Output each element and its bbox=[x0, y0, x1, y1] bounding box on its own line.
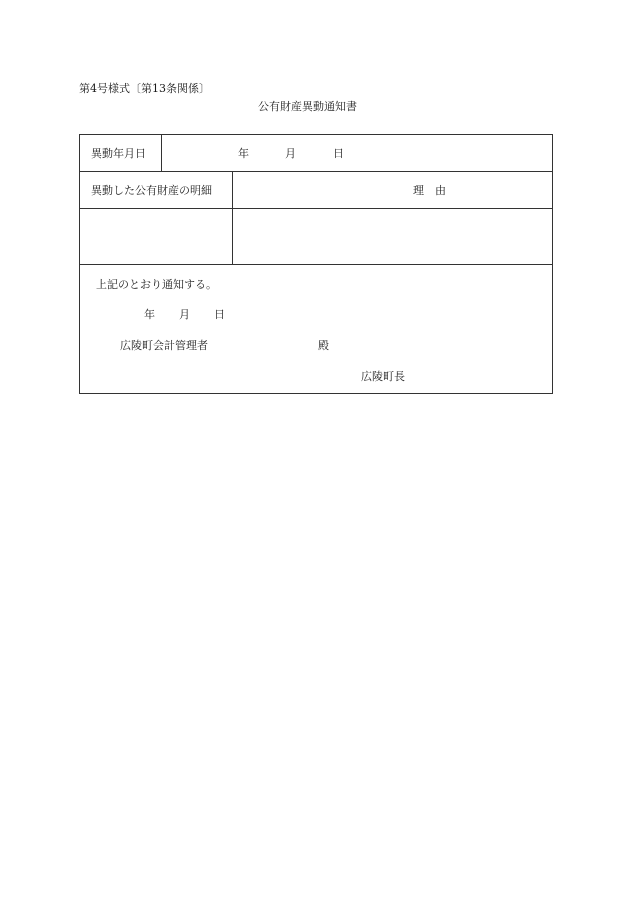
date-day-marker: 日 bbox=[333, 147, 344, 160]
notice-month-marker: 月 bbox=[179, 308, 190, 321]
notice-text: 上記のとおり通知する。 bbox=[96, 278, 217, 291]
property-details-header: 異動した公有財産の明細 bbox=[91, 184, 212, 197]
notice-year-marker: 年 bbox=[144, 308, 155, 321]
property-details-cell[interactable] bbox=[80, 209, 232, 264]
transfer-date-label: 異動年月日 bbox=[91, 147, 146, 160]
sender-name: 広陵町長 bbox=[361, 370, 405, 383]
honorific: 殿 bbox=[318, 339, 329, 352]
date-month-marker: 月 bbox=[285, 147, 296, 160]
date-year-marker: 年 bbox=[238, 147, 249, 160]
reason-header: 理 由 bbox=[413, 184, 446, 197]
document-title: 公有財産異動通知書 bbox=[258, 100, 357, 113]
reason-cell[interactable] bbox=[233, 209, 552, 264]
notice-day-marker: 日 bbox=[214, 308, 225, 321]
form-label: 第4号様式〔第13条関係〕 bbox=[79, 82, 210, 95]
recipient-name: 広陵町会計管理者 bbox=[120, 339, 208, 352]
